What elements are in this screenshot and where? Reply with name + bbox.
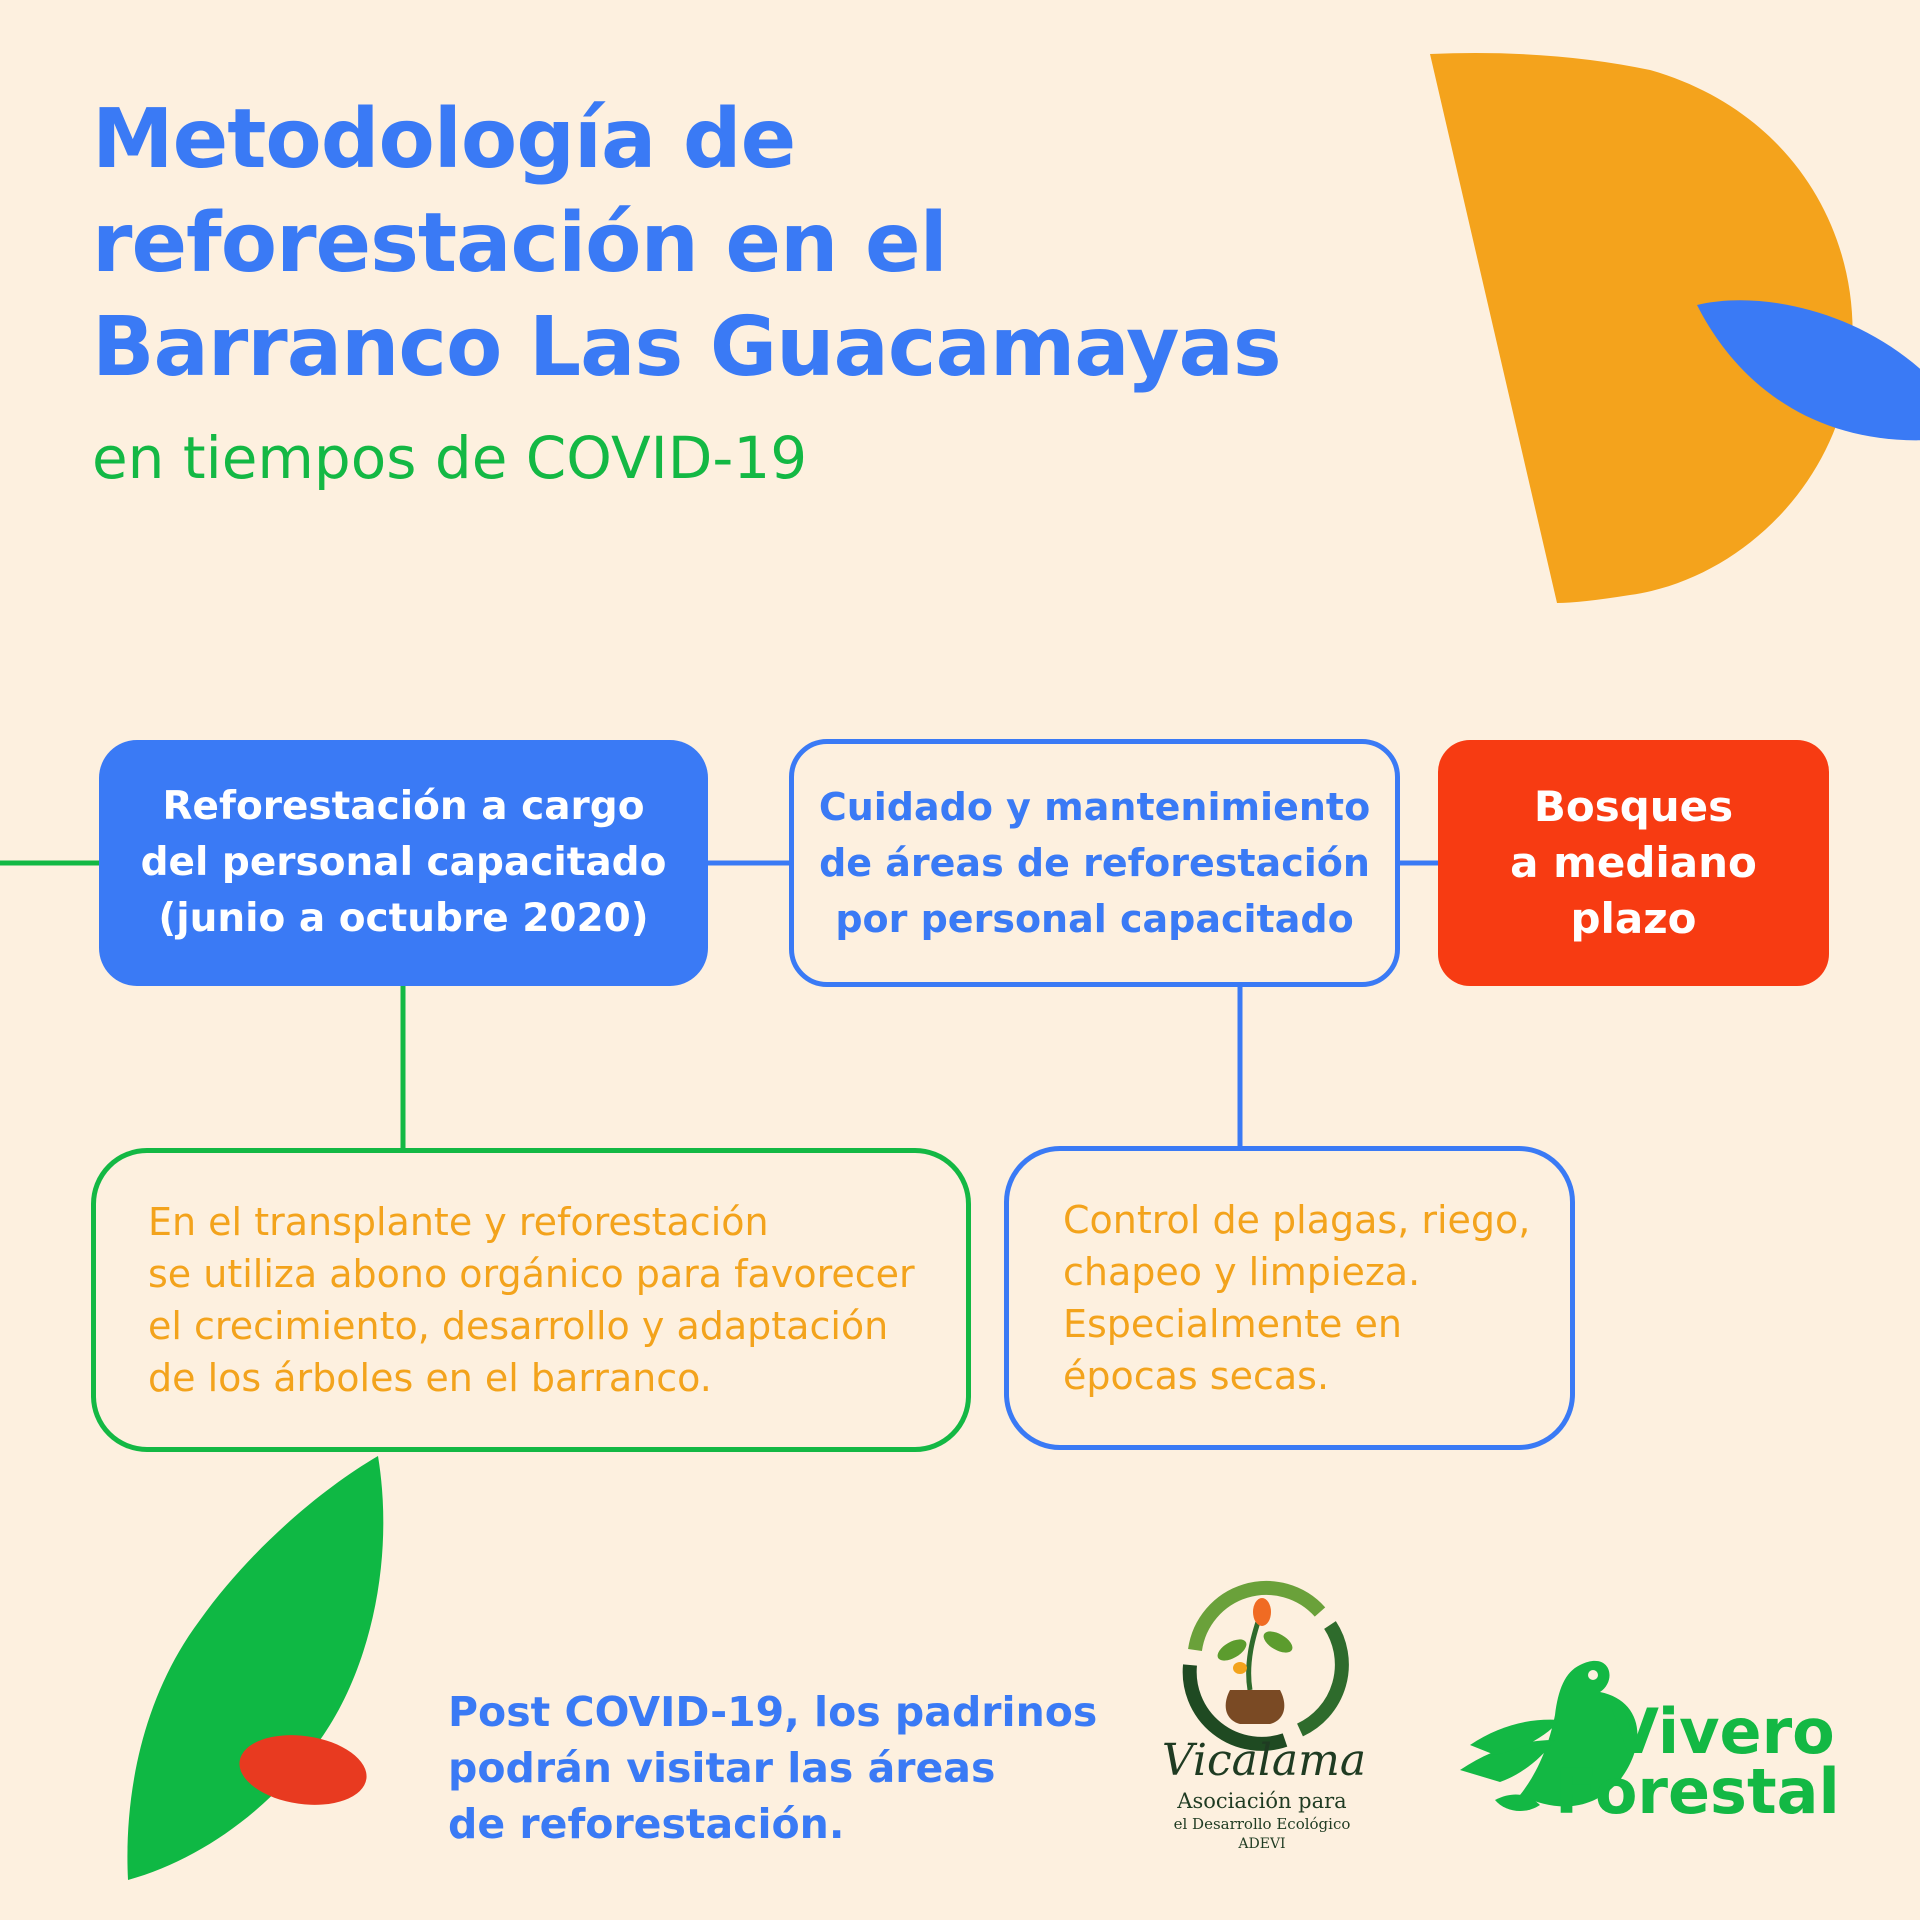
vicalama-logo-icon — [1190, 1588, 1342, 1744]
step2-label: Cuidado y mantenimiento de áreas de reforestación por personal capacitado — [818, 785, 1371, 941]
step2-detail-box — [1004, 1146, 1575, 1450]
vivero-forestal-logo — [1555, 1695, 1840, 1828]
result-box — [1438, 740, 1829, 986]
page-title: Metodología de reforestación en el Barranco Las Guacamayas — [92, 92, 1281, 395]
post-covid-note: Post COVID-19, los padrinos podrán visitar las áreas de reforestación. — [448, 1688, 1098, 1848]
green-leaf-shape — [127, 1456, 383, 1880]
vicalama-line-2: el Desarrollo Ecológico — [1173, 1815, 1351, 1833]
step1-detail-box — [91, 1148, 971, 1452]
vicalama-logo-subtitle — [1112, 1788, 1412, 1854]
step2-detail-text: Control de plagas, riego, chapeo y limpieza. Especialmente en épocas secas. — [1063, 1198, 1531, 1398]
vivero-logo-line-2: Forestal — [1555, 1755, 1840, 1828]
vicalama-line-1: Asociación para — [1177, 1789, 1347, 1813]
result-label: Bosques a mediano plazo — [1510, 782, 1757, 943]
step1-box — [99, 740, 708, 986]
step2-box — [789, 739, 1400, 987]
vivero-logo-line-1: Vivero — [1611, 1695, 1835, 1768]
vicalama-line-3: ADEVI — [1238, 1836, 1286, 1852]
step1-detail-text: En el transplante y reforestación se utiliza abono orgánico para favorecer el crecimiento, desarrollo y adaptación de los árboles en el barranco. — [148, 1200, 915, 1400]
vicalama-logo-name: Vicalama — [1161, 1735, 1367, 1786]
step1-label: Reforestación a cargo del personal capacitado (junio a octubre 2020) — [140, 784, 667, 941]
page-subtitle: en tiempos de COVID-19 — [92, 424, 808, 492]
